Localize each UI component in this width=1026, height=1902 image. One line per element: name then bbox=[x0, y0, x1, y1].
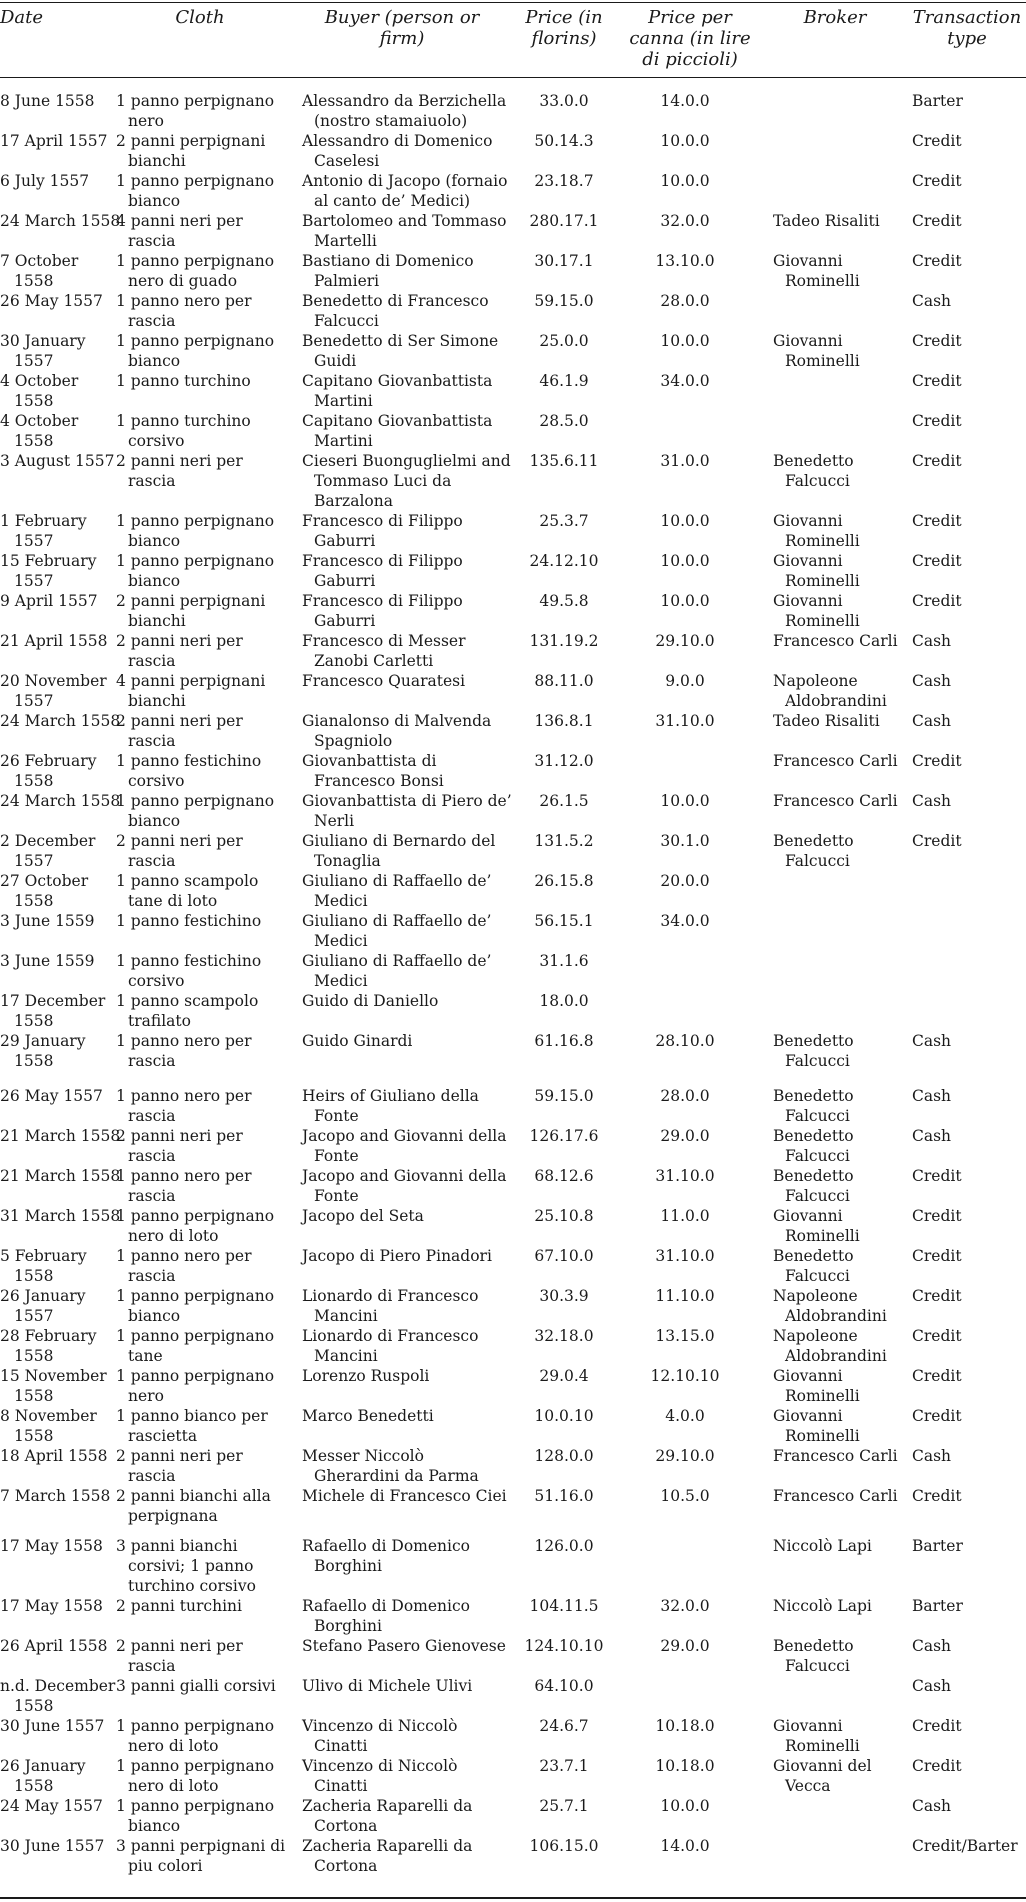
cell-buyer: Bastiano di Domenico Palmieri bbox=[302, 252, 474, 290]
column-header-transaction-type: Transaction type bbox=[912, 7, 1022, 49]
cell-price: 30.17.1 bbox=[534, 252, 594, 270]
cell-buyer: Ulivo di Michele Ulivi bbox=[302, 1677, 473, 1695]
cell-cloth: 3 panni perpignani di piu colori bbox=[116, 1837, 286, 1875]
cell-type: Credit bbox=[912, 1757, 962, 1775]
cell-date: 26 February 1558 bbox=[0, 752, 97, 790]
cell-buyer: Jacopo di Piero Pinadori bbox=[302, 1247, 492, 1265]
cell-broker: Giovanni Rominelli bbox=[773, 1207, 860, 1245]
cell-canna: 29.0.0 bbox=[660, 1637, 710, 1655]
cell-broker: Tadeo Risaliti bbox=[773, 712, 880, 730]
cell-cloth: 2 panni neri per rascia bbox=[116, 632, 243, 670]
cell-price: 23.7.1 bbox=[539, 1757, 589, 1775]
cell-canna: 31.0.0 bbox=[660, 452, 710, 470]
cell-date: 26 May 1557 bbox=[0, 1087, 103, 1105]
cell-type: Credit bbox=[912, 452, 962, 470]
cell-date: 8 November 1558 bbox=[0, 1407, 97, 1445]
cell-type: Credit bbox=[912, 1367, 962, 1385]
cell-canna: 34.0.0 bbox=[660, 912, 710, 930]
cell-canna: 14.0.0 bbox=[660, 1837, 710, 1855]
cell-price: 25.10.8 bbox=[534, 1207, 594, 1225]
cell-canna: 32.0.0 bbox=[660, 212, 710, 230]
cell-cloth: 4 panni neri per rascia bbox=[116, 212, 243, 250]
cell-buyer: Francesco di Filippo Gaburri bbox=[302, 552, 463, 590]
cell-cloth: 2 panni neri per rascia bbox=[116, 452, 243, 490]
cell-cloth: 1 panno perpignano nero di guado bbox=[116, 252, 275, 290]
cell-canna: 10.0.0 bbox=[660, 512, 710, 530]
cell-type: Credit bbox=[912, 832, 962, 850]
column-header-buyer: Buyer (person or firm) bbox=[324, 7, 480, 49]
cell-buyer: Alessandro da Berzichella (nostro stamaiuolo) bbox=[302, 92, 507, 130]
cell-cloth: 2 panni perpignani bianchi bbox=[116, 592, 266, 630]
cell-price: 10.0.10 bbox=[534, 1407, 594, 1425]
cell-date: 26 January 1558 bbox=[0, 1757, 86, 1795]
cell-type: Credit bbox=[912, 172, 962, 190]
cell-date: 26 April 1558 bbox=[0, 1637, 108, 1655]
cell-buyer: Giuliano di Raffaello de’ Medici bbox=[302, 952, 492, 990]
cell-buyer: Rafaello di Domenico Borghini bbox=[302, 1597, 470, 1635]
cell-cloth: 1 panno perpignano nero bbox=[116, 1367, 275, 1405]
cell-price: 104.11.5 bbox=[529, 1597, 599, 1615]
cell-date: 27 October 1558 bbox=[0, 872, 89, 910]
cell-date: 24 March 1558 bbox=[0, 792, 121, 810]
cell-date: 20 November 1557 bbox=[0, 672, 107, 710]
cell-price: 126.0.0 bbox=[534, 1537, 594, 1555]
cell-cloth: 4 panni perpignani bianchi bbox=[116, 672, 266, 710]
cell-price: 46.1.9 bbox=[539, 372, 589, 390]
cell-date: 24 May 1557 bbox=[0, 1797, 103, 1815]
cell-price: 64.10.0 bbox=[534, 1677, 594, 1695]
cell-cloth: 1 panno perpignano bianco bbox=[116, 172, 275, 210]
cell-cloth: 1 panno festichino bbox=[116, 912, 262, 930]
cell-broker: Giovanni Rominelli bbox=[773, 1717, 860, 1755]
cell-canna: 34.0.0 bbox=[660, 372, 710, 390]
cell-cloth: 1 panno nero per rascia bbox=[116, 1247, 252, 1285]
cell-broker: Benedetto Falcucci bbox=[773, 1247, 854, 1285]
cell-buyer: Lionardo di Francesco Mancini bbox=[302, 1287, 479, 1325]
cell-broker: Francesco Carli bbox=[773, 792, 898, 810]
cell-cloth: 1 panno nero per rascia bbox=[116, 292, 252, 330]
cell-type: Cash bbox=[912, 1087, 952, 1105]
cell-type: Credit bbox=[912, 372, 962, 390]
cell-cloth: 2 panni turchini bbox=[116, 1597, 242, 1615]
cell-type: Credit bbox=[912, 1287, 962, 1305]
cell-type: Credit bbox=[912, 1207, 962, 1225]
cell-price: 26.1.5 bbox=[539, 792, 589, 810]
cell-broker: Giovanni Rominelli bbox=[773, 512, 860, 550]
cell-broker: Giovanni del Vecca bbox=[773, 1757, 872, 1795]
cell-broker: Benedetto Falcucci bbox=[773, 1167, 854, 1205]
cell-buyer: Guido di Daniello bbox=[302, 992, 439, 1010]
cell-date: 5 February 1558 bbox=[0, 1247, 87, 1285]
cell-buyer: Benedetto di Francesco Falcucci bbox=[302, 292, 489, 330]
cell-price: 88.11.0 bbox=[534, 672, 594, 690]
cell-canna: 32.0.0 bbox=[660, 1597, 710, 1615]
cell-date: 2 December 1557 bbox=[0, 832, 96, 870]
cell-broker: Giovanni Rominelli bbox=[773, 1407, 860, 1445]
cell-buyer: Antonio di Jacopo (fornaio al canto de’ Medici) bbox=[302, 172, 508, 210]
cell-type: Credit bbox=[912, 1327, 962, 1345]
cell-type: Credit bbox=[912, 252, 962, 270]
cell-type: Credit bbox=[912, 512, 962, 530]
cell-buyer: Giovanbattista di Piero de’ Nerli bbox=[302, 792, 512, 830]
table-top-rule bbox=[0, 2, 1026, 3]
cell-date: 24 March 1558 bbox=[0, 712, 121, 730]
cell-cloth: 1 panno perpignano nero di loto bbox=[116, 1207, 275, 1245]
cell-canna: 31.10.0 bbox=[655, 712, 715, 730]
cell-broker: Giovanni Rominelli bbox=[773, 552, 860, 590]
cell-date: 30 June 1557 bbox=[0, 1717, 105, 1735]
cell-date: 7 March 1558 bbox=[0, 1487, 111, 1505]
cell-price: 33.0.0 bbox=[539, 92, 589, 110]
cell-buyer: Lionardo di Francesco Mancini bbox=[302, 1327, 479, 1365]
cell-price: 280.17.1 bbox=[529, 212, 599, 230]
cell-buyer: Vincenzo di Niccolò Cinatti bbox=[302, 1757, 458, 1795]
cell-cloth: 1 panno perpignano tane bbox=[116, 1327, 275, 1365]
cell-type: Cash bbox=[912, 1032, 952, 1050]
cell-cloth: 1 panno perpignano bianco bbox=[116, 332, 275, 370]
cell-canna: 10.0.0 bbox=[660, 792, 710, 810]
cell-buyer: Rafaello di Domenico Borghini bbox=[302, 1537, 470, 1575]
cell-date: 9 April 1557 bbox=[0, 592, 98, 610]
cell-broker: Napoleone Aldobrandini bbox=[773, 1327, 887, 1365]
cell-type: Cash bbox=[912, 632, 952, 650]
cell-date: 24 March 1558 bbox=[0, 212, 121, 230]
cell-canna: 10.18.0 bbox=[655, 1757, 715, 1775]
cell-canna: 13.15.0 bbox=[655, 1327, 715, 1345]
cell-buyer: Giovanbattista di Francesco Bonsi bbox=[302, 752, 444, 790]
cell-buyer: Heirs of Giuliano della Fonte bbox=[302, 1087, 479, 1125]
cell-broker: Benedetto Falcucci bbox=[773, 1127, 854, 1165]
cell-broker: Giovanni Rominelli bbox=[773, 1367, 860, 1405]
cell-canna: 29.10.0 bbox=[655, 632, 715, 650]
cell-buyer: Francesco di Messer Zanobi Carletti bbox=[302, 632, 466, 670]
cell-cloth: 2 panni neri per rascia bbox=[116, 832, 243, 870]
column-header-price: Price (in florins) bbox=[525, 7, 603, 49]
cell-type: Credit bbox=[912, 752, 962, 770]
cell-buyer: Jacopo and Giovanni della Fonte bbox=[302, 1127, 507, 1165]
cell-buyer: Guido Ginardi bbox=[302, 1032, 413, 1050]
cell-date: 17 December 1558 bbox=[0, 992, 106, 1030]
cell-cloth: 1 panno perpignano bianco bbox=[116, 792, 275, 830]
cell-buyer: Capitano Giovanbattista Martini bbox=[302, 412, 493, 450]
cell-canna: 9.0.0 bbox=[665, 672, 705, 690]
cell-type: Credit bbox=[912, 132, 962, 150]
cell-date: n.d. December 1558 bbox=[0, 1677, 116, 1715]
cell-date: 17 May 1558 bbox=[0, 1597, 103, 1615]
cell-type: Credit bbox=[912, 332, 962, 350]
cell-cloth: 1 panno perpignano bianco bbox=[116, 1287, 275, 1325]
cell-broker: Giovanni Rominelli bbox=[773, 332, 860, 370]
cell-price: 124.10.10 bbox=[524, 1637, 604, 1655]
cell-type: Credit bbox=[912, 1407, 962, 1425]
cell-type: Cash bbox=[912, 1797, 952, 1815]
cell-cloth: 1 panno festichino corsivo bbox=[116, 952, 262, 990]
cell-buyer: Stefano Pasero Gienovese bbox=[302, 1637, 506, 1655]
cell-type: Cash bbox=[912, 292, 952, 310]
cell-cloth: 1 panno scampolo tane di loto bbox=[116, 872, 259, 910]
cell-price: 135.6.11 bbox=[529, 452, 599, 470]
cell-price: 30.3.9 bbox=[539, 1287, 589, 1305]
cell-date: 3 June 1559 bbox=[0, 912, 95, 930]
cell-date: 15 November 1558 bbox=[0, 1367, 107, 1405]
cell-cloth: 1 panno perpignano nero bbox=[116, 92, 275, 130]
cell-type: Credit bbox=[912, 212, 962, 230]
cell-type: Barter bbox=[912, 92, 963, 110]
cell-broker: Francesco Carli bbox=[773, 752, 898, 770]
cell-buyer: Jacopo and Giovanni della Fonte bbox=[302, 1167, 507, 1205]
cell-cloth: 2 panni neri per rascia bbox=[116, 1127, 243, 1165]
cell-cloth: 1 panno perpignano nero di loto bbox=[116, 1757, 275, 1795]
cell-broker: Tadeo Risaliti bbox=[773, 212, 880, 230]
cell-buyer: Vincenzo di Niccolò Cinatti bbox=[302, 1717, 458, 1755]
cell-buyer: Messer Niccolò Gherardini da Parma bbox=[302, 1447, 479, 1485]
cell-canna: 10.0.0 bbox=[660, 1797, 710, 1815]
cell-canna: 10.0.0 bbox=[660, 552, 710, 570]
cell-cloth: 1 panno nero per rascia bbox=[116, 1167, 252, 1205]
cell-price: 56.15.1 bbox=[534, 912, 594, 930]
cell-cloth: 2 panni perpignani bianchi bbox=[116, 132, 266, 170]
cell-buyer: Alessandro di Domenico Caselesi bbox=[302, 132, 493, 170]
cell-type: Cash bbox=[912, 712, 952, 730]
cell-canna: 29.0.0 bbox=[660, 1127, 710, 1145]
cell-type: Credit bbox=[912, 1167, 962, 1185]
cell-broker: Francesco Carli bbox=[773, 632, 898, 650]
cell-date: 7 October 1558 bbox=[0, 252, 79, 290]
cell-cloth: 2 panni neri per rascia bbox=[116, 1637, 243, 1675]
cell-price: 26.15.8 bbox=[534, 872, 594, 890]
cell-type: Credit bbox=[912, 592, 962, 610]
cell-broker: Napoleone Aldobrandini bbox=[773, 672, 887, 710]
cell-price: 49.5.8 bbox=[539, 592, 589, 610]
cell-broker: Benedetto Falcucci bbox=[773, 1032, 854, 1070]
cell-cloth: 2 panni neri per rascia bbox=[116, 712, 243, 750]
cell-buyer: Zacheria Raparelli da Cortona bbox=[302, 1837, 473, 1875]
cell-price: 25.3.7 bbox=[539, 512, 589, 530]
cell-price: 128.0.0 bbox=[534, 1447, 594, 1465]
cell-broker: Napoleone Aldobrandini bbox=[773, 1287, 887, 1325]
cell-canna: 14.0.0 bbox=[660, 92, 710, 110]
cell-date: 26 January 1557 bbox=[0, 1287, 86, 1325]
cell-date: 4 October 1558 bbox=[0, 372, 79, 410]
cell-type: Barter bbox=[912, 1537, 963, 1555]
cell-canna: 12.10.10 bbox=[650, 1367, 720, 1385]
cell-buyer: Bartolomeo and Tommaso Martelli bbox=[302, 212, 507, 250]
cell-broker: Benedetto Falcucci bbox=[773, 1087, 854, 1125]
cell-cloth: 1 panno perpignano bianco bbox=[116, 1797, 275, 1835]
column-header-date: Date bbox=[0, 7, 44, 28]
cell-date: 18 April 1558 bbox=[0, 1447, 108, 1465]
column-header-price-per-canna: Price per canna (in lire di piccioli) bbox=[629, 7, 751, 70]
column-header-broker: Broker bbox=[803, 7, 867, 28]
cell-canna: 29.10.0 bbox=[655, 1447, 715, 1465]
cell-canna: 10.18.0 bbox=[655, 1717, 715, 1735]
cell-cloth: 3 panni bianchi corsivi; 1 panno turchino corsivo bbox=[116, 1537, 256, 1595]
cell-date: 3 August 1557 bbox=[0, 452, 115, 470]
cell-buyer: Giuliano di Raffaello de’ Medici bbox=[302, 872, 492, 910]
cell-buyer: Lorenzo Ruspoli bbox=[302, 1367, 430, 1385]
cell-price: 68.12.6 bbox=[534, 1167, 594, 1185]
cell-type: Cash bbox=[912, 1637, 952, 1655]
cell-type: Credit bbox=[912, 1487, 962, 1505]
cell-cloth: 1 panno nero per rascia bbox=[116, 1087, 252, 1125]
cell-cloth: 2 panni bianchi alla perpignana bbox=[116, 1487, 271, 1525]
cell-date: 21 April 1558 bbox=[0, 632, 108, 650]
cell-type: Cash bbox=[912, 1447, 952, 1465]
cell-price: 23.18.7 bbox=[534, 172, 594, 190]
cell-cloth: 1 panno perpignano nero di loto bbox=[116, 1717, 275, 1755]
cell-canna: 30.1.0 bbox=[660, 832, 710, 850]
cell-date: 17 May 1558 bbox=[0, 1537, 103, 1555]
cell-price: 61.16.8 bbox=[534, 1032, 594, 1050]
cell-cloth: 1 panno turchino corsivo bbox=[116, 412, 251, 450]
cell-date: 17 April 1557 bbox=[0, 132, 108, 150]
cell-type: Cash bbox=[912, 1127, 952, 1145]
cell-cloth: 2 panni neri per rascia bbox=[116, 1447, 243, 1485]
cell-price: 31.1.6 bbox=[539, 952, 589, 970]
cell-cloth: 1 panno bianco per rascietta bbox=[116, 1407, 268, 1445]
cell-type: Cash bbox=[912, 792, 952, 810]
cell-canna: 31.10.0 bbox=[655, 1247, 715, 1265]
cell-price: 131.5.2 bbox=[534, 832, 594, 850]
cell-broker: Niccolò Lapi bbox=[773, 1537, 872, 1555]
cell-cloth: 1 panno scampolo trafilato bbox=[116, 992, 259, 1030]
column-header-cloth: Cloth bbox=[175, 7, 225, 28]
cell-broker: Benedetto Falcucci bbox=[773, 832, 854, 870]
cell-price: 50.14.3 bbox=[534, 132, 594, 150]
cell-date: 15 February 1557 bbox=[0, 552, 97, 590]
cell-buyer: Giuliano di Raffaello de’ Medici bbox=[302, 912, 492, 950]
cell-canna: 4.0.0 bbox=[665, 1407, 705, 1425]
cell-date: 30 June 1557 bbox=[0, 1837, 105, 1855]
cell-broker: Niccolò Lapi bbox=[773, 1597, 872, 1615]
cell-type: Credit/Barter bbox=[912, 1837, 1018, 1855]
table-bottom-rule bbox=[0, 1897, 1026, 1899]
cell-buyer: Gianalonso di Malvenda Spagniolo bbox=[302, 712, 492, 750]
cell-date: 6 July 1557 bbox=[0, 172, 90, 190]
cell-date: 29 January 1558 bbox=[0, 1032, 86, 1070]
cell-buyer: Jacopo del Seta bbox=[302, 1207, 424, 1225]
cell-canna: 28.10.0 bbox=[655, 1032, 715, 1050]
cell-price: 126.17.6 bbox=[529, 1127, 599, 1145]
cell-price: 29.0.4 bbox=[539, 1367, 589, 1385]
cell-type: Barter bbox=[912, 1597, 963, 1615]
cell-cloth: 1 panno turchino bbox=[116, 372, 251, 390]
cell-canna: 10.0.0 bbox=[660, 592, 710, 610]
cell-buyer: Benedetto di Ser Simone Guidi bbox=[302, 332, 499, 370]
cell-price: 136.8.1 bbox=[534, 712, 594, 730]
cell-date: 28 February 1558 bbox=[0, 1327, 97, 1365]
cell-date: 1 February 1557 bbox=[0, 512, 87, 550]
cell-broker: Giovanni Rominelli bbox=[773, 592, 860, 630]
cell-price: 18.0.0 bbox=[539, 992, 589, 1010]
cell-cloth: 1 panno nero per rascia bbox=[116, 1032, 252, 1070]
cell-cloth: 1 panno perpignano bianco bbox=[116, 512, 275, 550]
cell-type: Credit bbox=[912, 1247, 962, 1265]
cell-buyer: Marco Benedetti bbox=[302, 1407, 434, 1425]
cell-price: 131.19.2 bbox=[529, 632, 599, 650]
cell-canna: 20.0.0 bbox=[660, 872, 710, 890]
cell-price: 51.16.0 bbox=[534, 1487, 594, 1505]
cell-price: 25.7.1 bbox=[539, 1797, 589, 1815]
cell-buyer: Capitano Giovanbattista Martini bbox=[302, 372, 493, 410]
cell-date: 21 March 1558 bbox=[0, 1167, 121, 1185]
cell-buyer: Cieseri Buonguglielmi and Tommaso Luci da Barzalona bbox=[302, 452, 511, 510]
cell-price: 25.0.0 bbox=[539, 332, 589, 350]
cell-type: Credit bbox=[912, 552, 962, 570]
cell-buyer: Francesco di Filippo Gaburri bbox=[302, 592, 463, 630]
cell-price: 106.15.0 bbox=[529, 1837, 599, 1855]
cell-broker: Benedetto Falcucci bbox=[773, 1637, 854, 1675]
cell-buyer: Michele di Francesco Ciei bbox=[302, 1487, 507, 1505]
cell-cloth: 3 panni gialli corsivi bbox=[116, 1677, 276, 1695]
cell-price: 24.12.10 bbox=[529, 552, 599, 570]
cell-date: 4 October 1558 bbox=[0, 412, 79, 450]
cell-broker: Giovanni Rominelli bbox=[773, 252, 860, 290]
cell-canna: 10.0.0 bbox=[660, 132, 710, 150]
cell-date: 21 March 1558 bbox=[0, 1127, 121, 1145]
cell-price: 59.15.0 bbox=[534, 1087, 594, 1105]
cell-date: 31 March 1558 bbox=[0, 1207, 121, 1225]
cell-type: Cash bbox=[912, 672, 952, 690]
cell-canna: 10.0.0 bbox=[660, 172, 710, 190]
cell-canna: 11.0.0 bbox=[660, 1207, 710, 1225]
cell-date: 8 June 1558 bbox=[0, 92, 95, 110]
cell-canna: 31.10.0 bbox=[655, 1167, 715, 1185]
cell-buyer: Francesco di Filippo Gaburri bbox=[302, 512, 463, 550]
cell-type: Credit bbox=[912, 1717, 962, 1735]
cell-canna: 28.0.0 bbox=[660, 1087, 710, 1105]
cell-price: 31.12.0 bbox=[534, 752, 594, 770]
cell-price: 67.10.0 bbox=[534, 1247, 594, 1265]
cell-canna: 28.0.0 bbox=[660, 292, 710, 310]
cell-price: 59.15.0 bbox=[534, 292, 594, 310]
cell-price: 32.18.0 bbox=[534, 1327, 594, 1345]
cell-type: Cash bbox=[912, 1677, 952, 1695]
header-rule bbox=[0, 77, 1026, 78]
cell-price: 28.5.0 bbox=[539, 412, 589, 430]
cell-canna: 10.0.0 bbox=[660, 332, 710, 350]
cell-date: 30 January 1557 bbox=[0, 332, 86, 370]
cell-broker: Francesco Carli bbox=[773, 1487, 898, 1505]
cell-cloth: 1 panno perpignano bianco bbox=[116, 552, 275, 590]
cell-date: 3 June 1559 bbox=[0, 952, 95, 970]
cell-canna: 11.10.0 bbox=[655, 1287, 715, 1305]
cell-canna: 13.10.0 bbox=[655, 252, 715, 270]
cell-buyer: Giuliano di Bernardo del Tonaglia bbox=[302, 832, 496, 870]
cell-buyer: Francesco Quaratesi bbox=[302, 672, 466, 690]
cell-cloth: 1 panno festichino corsivo bbox=[116, 752, 262, 790]
cell-broker: Benedetto Falcucci bbox=[773, 452, 854, 490]
cell-price: 24.6.7 bbox=[539, 1717, 589, 1735]
cell-buyer: Zacheria Raparelli da Cortona bbox=[302, 1797, 473, 1835]
cell-type: Credit bbox=[912, 412, 962, 430]
cell-canna: 10.5.0 bbox=[660, 1487, 710, 1505]
cell-broker: Francesco Carli bbox=[773, 1447, 898, 1465]
cell-date: 26 May 1557 bbox=[0, 292, 103, 310]
